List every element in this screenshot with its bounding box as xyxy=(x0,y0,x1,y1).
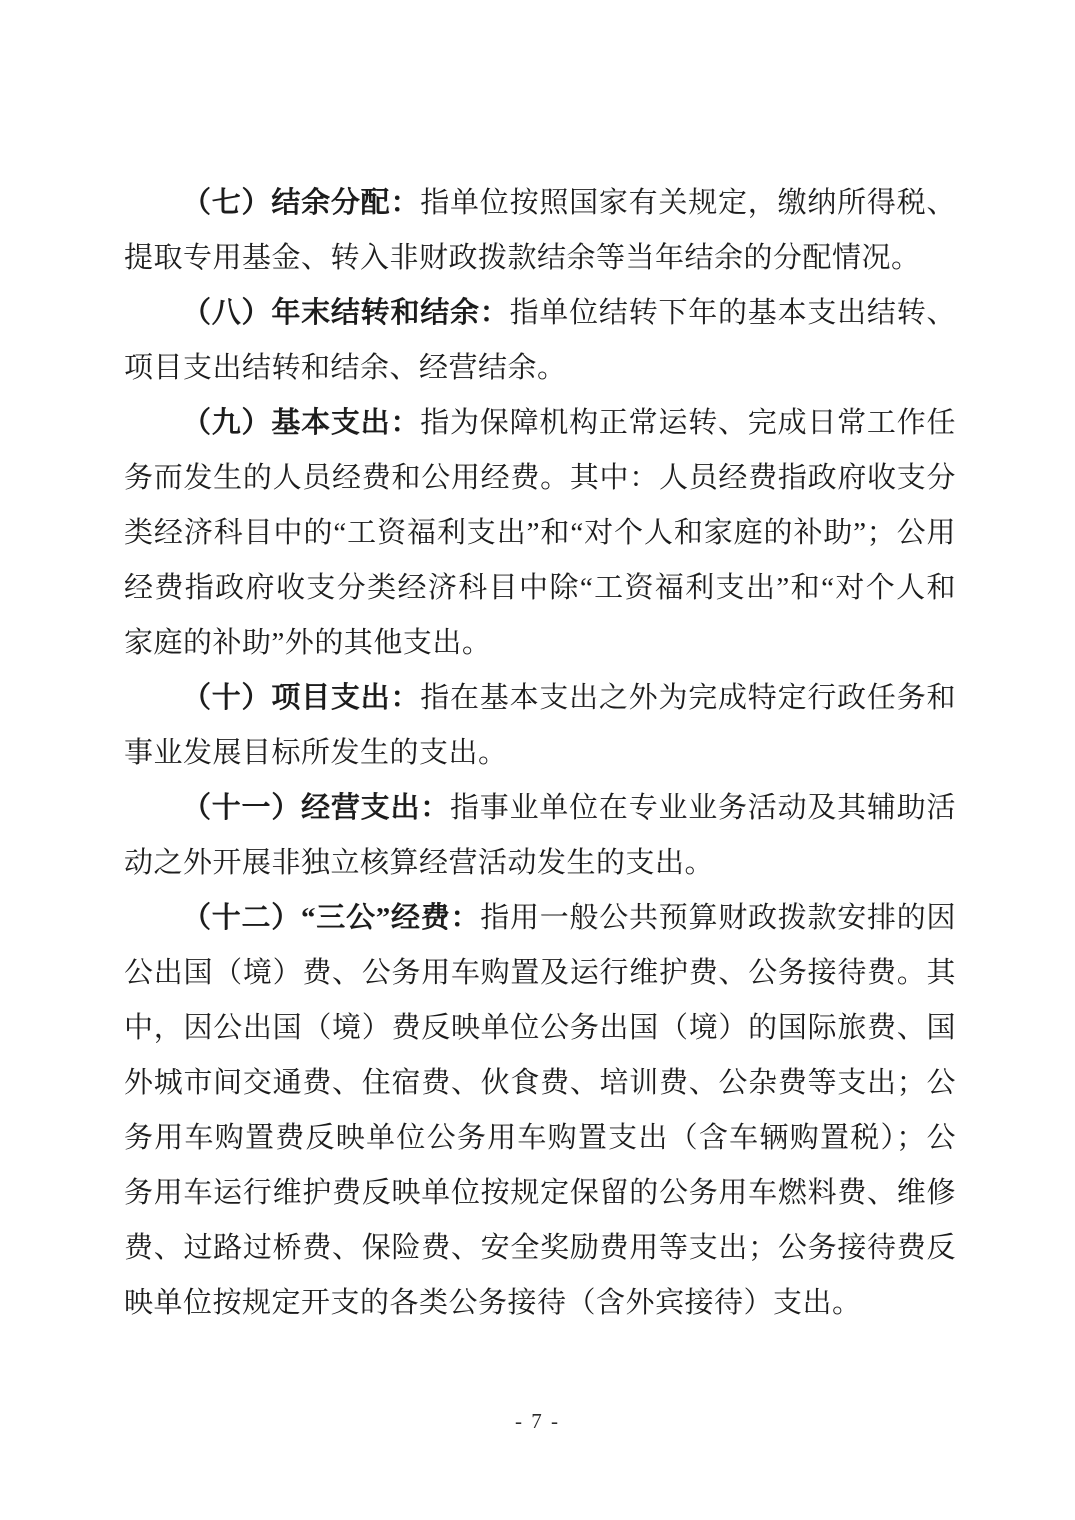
paragraph-text: 指用一般公共预算财政拨款安排的因公出国（境）费、公务用车购置及运行维护费、公务接待费。其中，因公出国（境）费反映单位公务出国（境）的国际旅费、国外城市间交通费、住宿费、伙食费、培训费、公杂费等支出；公务用车购置费反映单位公务用车购置支出（含车辆购置税）；公务用车运行维护费反映单位按规定保留的公务用车燃料费、维修费、过路过桥费、保险费、安全奖励费用等支出；公务接待费反映单位按规定开支的各类公务接待（含外宾接待）支出。 xyxy=(124,902,956,1319)
paragraph-text: 指为保障机构正常运转、完成日常工作任务而发生的人员经费和公用经费。其中：人员经费指政府收支分类经济科目中的“工资福利支出”和“对个人和家庭的补助”；公用经费指政府收支分类经济科目中除“工资福利支出”和“对个人和家庭的补助”外的其他支出。 xyxy=(124,407,956,659)
paragraph-definition-12 xyxy=(124,891,956,1331)
paragraph-term: （十）项目支出： xyxy=(182,682,421,714)
paragraph-term: （十一）经营支出： xyxy=(182,792,451,824)
paragraph-term: （八）年末结转和结余： xyxy=(182,297,510,329)
paragraph-text: 指在基本支出之外为完成特定行政任务和事业发展目标所发生的支出。 xyxy=(124,682,956,769)
paragraph-definition-8 xyxy=(124,286,956,396)
paragraph-definition-7 xyxy=(124,176,956,286)
paragraph-term: （十二）“三公”经费： xyxy=(182,902,481,934)
paragraph-term: （九）基本支出： xyxy=(182,407,421,439)
paragraph-definition-9 xyxy=(124,396,956,671)
paragraph-text: 指单位结转下年的基本支出结转、项目支出结转和结余、经营结余。 xyxy=(124,297,956,384)
paragraph-text: 指事业单位在专业业务活动及其辅助活动之外开展非独立核算经营活动发生的支出。 xyxy=(124,792,956,879)
page-number: - 7 - xyxy=(515,1409,560,1433)
paragraph-definition-10 xyxy=(124,671,956,781)
paragraph-term: （七）结余分配： xyxy=(182,187,421,219)
paragraph-definition-11 xyxy=(124,781,956,891)
document-body xyxy=(124,176,956,1331)
paragraph-text: 指单位按照国家有关规定，缴纳所得税、提取专用基金、转入非财政拨款结余等当年结余的分配情况。 xyxy=(124,187,956,274)
